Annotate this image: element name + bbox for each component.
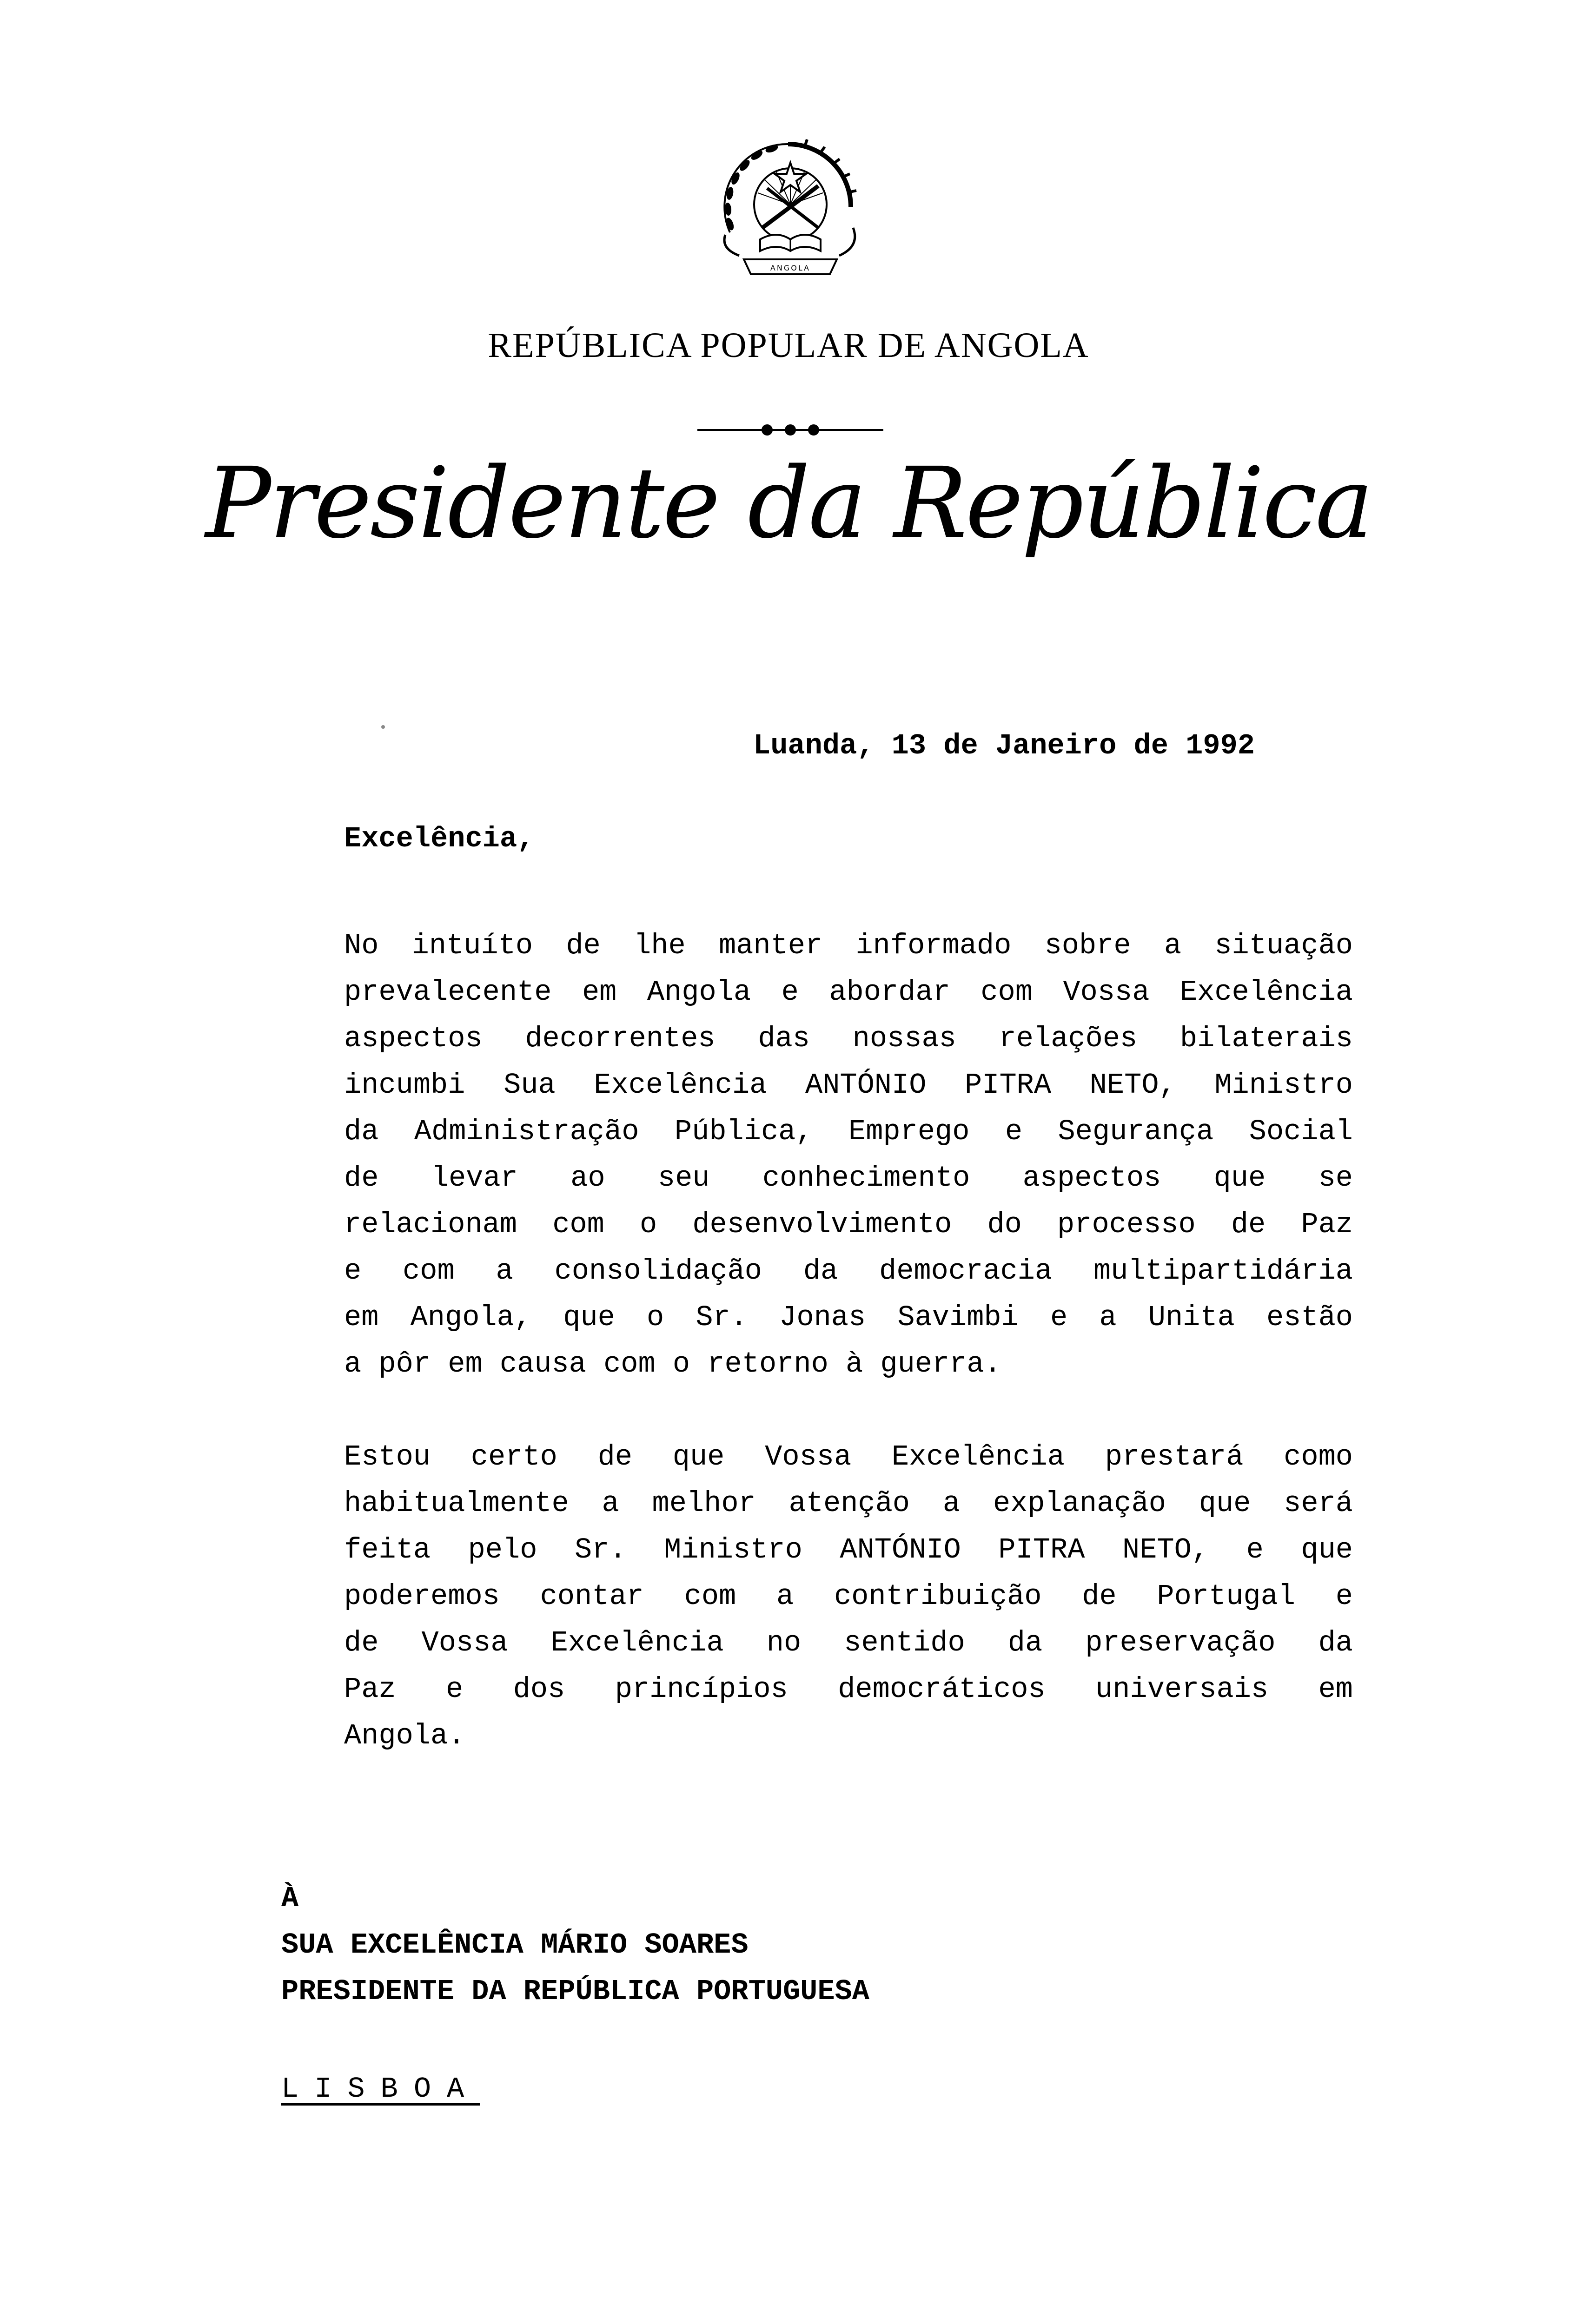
text-line: da Administração Pública, Emprego e Segurança Social bbox=[344, 1115, 1353, 1148]
date-line: Luanda, 13 de Janeiro de 1992 bbox=[753, 729, 1255, 762]
office-title: Presidente da República bbox=[205, 446, 1372, 560]
text-line: incumbi Sua Excelência ANTÓNIO PITRA NETO, Ministro bbox=[344, 1069, 1353, 1102]
coat-of-arms-emblem bbox=[711, 135, 865, 311]
address-line-3: PRESIDENTE DA REPÚBLICA PORTUGUESA bbox=[281, 1975, 870, 2008]
text-line: Estou certo de que Vossa Excelência prestará como bbox=[344, 1440, 1353, 1473]
scan-speck bbox=[381, 725, 385, 729]
text-line: Angola. bbox=[344, 1719, 465, 1752]
text-line: de levar ao seu conhecimento aspectos que se bbox=[344, 1162, 1353, 1195]
text-line: prevalecente em Angola e abordar com Vossa Excelência bbox=[344, 976, 1353, 1009]
text-line: relacionam com o desenvolvimento do processo de Paz bbox=[344, 1208, 1353, 1241]
text-line: poderemos contar com a contribuição de Portugal e bbox=[344, 1580, 1353, 1613]
text-line: aspectos decorrentes das nossas relações bilaterais bbox=[344, 1022, 1353, 1055]
text-line: a pôr em causa com o retorno à guerra. bbox=[344, 1347, 1001, 1380]
text-line: Paz e dos princípios democráticos universais em bbox=[344, 1673, 1353, 1706]
recipient-address bbox=[281, 1875, 869, 2015]
country-title: REPÚBLICA POPULAR DE ANGOLA bbox=[488, 326, 1089, 365]
text-line: feita pelo Sr. Ministro ANTÓNIO PITRA NETO, e que bbox=[344, 1533, 1353, 1566]
address-line-2: SUA EXCELÊNCIA MÁRIO SOARES bbox=[281, 1928, 749, 1961]
text-line: habitualmente a melhor atenção a explanação que será bbox=[344, 1487, 1353, 1520]
recipient-city: LISBOA bbox=[281, 2073, 480, 2106]
text-line: No intuíto de lhe manter informado sobre a situação bbox=[344, 929, 1353, 962]
text-line: e com a consolidação da democracia multipartidária bbox=[344, 1254, 1353, 1287]
salutation: Excelência, bbox=[344, 822, 535, 855]
emblem-banner-text: ANGOLA bbox=[770, 264, 811, 272]
text-line: em Angola, que o Sr. Jonas Savimbi e a Unita estão bbox=[344, 1301, 1353, 1334]
letter-paragraph-2 bbox=[344, 1434, 1353, 1759]
letter-paragraph-1 bbox=[344, 923, 1353, 1387]
address-line-1: À bbox=[281, 1882, 299, 1915]
ornament-divider bbox=[697, 421, 883, 439]
text-line: de Vossa Excelência no sentido da preservação da bbox=[344, 1626, 1353, 1659]
